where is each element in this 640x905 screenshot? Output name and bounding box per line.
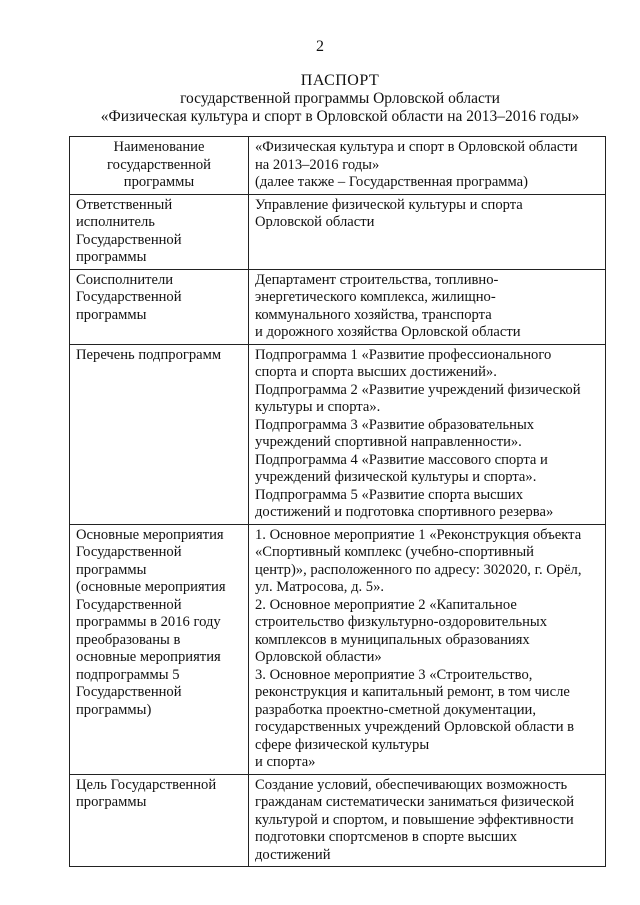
title-subtitle: государственной программы Орловской области — [180, 90, 500, 107]
row-value-line: культурой и спортом, и повышение эффективности — [255, 811, 574, 828]
row-value-cell — [249, 194, 606, 269]
row-label-line: программы — [123, 174, 195, 190]
table-row-program-goal — [70, 774, 606, 867]
row-value-line: сфере физической культуры — [255, 736, 430, 753]
row-value-line: 1. Основное мероприятие 1 «Реконструкция объекта — [255, 526, 582, 543]
row-label-line: Ответственный — [76, 196, 173, 213]
row-value-line: комплексов в муниципальных образованиях — [255, 631, 530, 648]
row-value-line: подготовки спортсменов в спорте высших — [255, 829, 518, 845]
row-value-line: Подпрограмма 1 «Развитие профессионального — [255, 346, 552, 363]
row-value-line: Орловской области» — [255, 649, 382, 665]
row-label-line: Государственной — [76, 231, 182, 248]
row-value-line: ул. Матросова, д. 5». — [255, 579, 385, 595]
row-label-cell — [70, 194, 249, 269]
row-value-line: 2. Основное мероприятие 2 «Капитальное — [255, 596, 517, 613]
row-value-line: Подпрограмма 5 «Развитие спорта высших — [255, 486, 524, 503]
row-value-line: и дорожного хозяйства Орловской области — [255, 324, 521, 340]
row-value-cell — [249, 344, 606, 524]
row-label-line: программы в 2016 году — [76, 614, 221, 630]
page-number: 2 — [316, 38, 324, 55]
row-label-line: Государственной — [76, 596, 182, 613]
row-label-line: Государственной — [76, 684, 182, 700]
row-label-line: Цель Государственной — [76, 776, 217, 793]
row-label-line: Соисполнители — [76, 271, 174, 288]
row-value-line: гражданам систематически заниматься физической — [255, 794, 575, 810]
row-value-line: коммунального хозяйства, транспорта — [255, 306, 492, 323]
title-main: ПАСПОРТ — [300, 72, 380, 89]
row-label-line: преобразованы в — [76, 631, 181, 648]
row-value-line: (далее также – Государственная программа) — [255, 174, 529, 190]
row-label-cell — [70, 269, 249, 344]
table-row-co-executors — [70, 269, 606, 344]
row-value-line: 3. Основное мероприятие 3 «Строительство, — [255, 666, 533, 683]
row-label-line: Перечень подпрограмм — [76, 346, 222, 363]
title-program-name: «Физическая культура и спорт в Орловской области на 2013–2016 годы» — [100, 108, 580, 125]
row-value-line: достижений — [255, 846, 331, 863]
row-label-line: Государственной — [76, 289, 182, 305]
row-value-line: Орловской области — [255, 214, 375, 230]
row-label-line: программы — [76, 306, 147, 323]
row-value-line: строительство физкультурно-оздоровительных — [255, 614, 548, 630]
document-title — [60, 72, 620, 126]
row-value-line: Управление физической культуры и спорта — [255, 196, 523, 213]
row-value-line: спорта и спорта высших достижений». — [255, 364, 497, 380]
passport-table-body — [70, 137, 606, 867]
row-value-line: культуры и спорта». — [255, 399, 381, 415]
row-value-cell — [249, 774, 606, 867]
row-value-line: центр)», расположенного по адресу: 302020, г. Орёл, — [255, 561, 582, 578]
row-label-line: исполнитель — [76, 214, 155, 230]
row-value-line: государственных учреждений Орловской области в — [255, 719, 575, 735]
row-value-line: Создание условий, обеспечивающих возможность — [255, 776, 568, 793]
row-label-line: основные мероприятия — [76, 649, 221, 665]
row-label-cell — [70, 137, 249, 195]
row-value-line: учреждений физической культуры и спорта». — [255, 469, 537, 485]
row-value-line: реконструкция и капитальный ремонт, в том числе — [255, 684, 570, 700]
row-label-line: программы) — [76, 701, 152, 718]
table-row-responsible-executor — [70, 194, 606, 269]
row-value-line: Подпрограмма 2 «Развитие учреждений физической — [255, 381, 581, 398]
table-row-main-activities — [70, 524, 606, 774]
row-value-line: «Физическая культура и спорт в Орловской области — [255, 139, 578, 155]
row-label-line: Государственной — [76, 544, 182, 560]
row-label-cell — [70, 524, 249, 774]
row-label-line: подпрограммы 5 — [76, 666, 180, 683]
row-label-line: Наименование — [113, 139, 205, 155]
row-value-line: разработка проектно-сметной документации, — [255, 701, 536, 718]
row-label-line: программы — [76, 249, 147, 265]
row-value-line: энергетического комплекса, жилищно- — [255, 289, 496, 305]
row-value-line: Подпрограмма 3 «Развитие образовательных — [255, 416, 535, 433]
row-value-cell — [249, 524, 606, 774]
row-value-line: «Спортивный комплекс (учебно-спортивный — [255, 544, 534, 560]
row-value-line: учреждений спортивной направленности». — [255, 434, 522, 450]
row-label-line: Основные мероприятия — [76, 526, 224, 543]
row-label-line: государственной — [106, 156, 211, 173]
row-label-line: (основные мероприятия — [76, 579, 226, 595]
row-label-line: программы — [76, 561, 147, 578]
row-label-cell — [70, 774, 249, 867]
row-label-line: программы — [76, 794, 147, 810]
row-value-line: достижений и подготовка спортивного резерва» — [255, 504, 554, 520]
row-value-line: и спорта» — [255, 754, 316, 770]
row-value-line: Подпрограмма 4 «Развитие массового спорта и — [255, 451, 548, 468]
table-row-program-name — [70, 137, 606, 195]
passport-table — [69, 136, 606, 867]
row-value-cell — [249, 269, 606, 344]
row-label-cell — [70, 344, 249, 524]
row-value-cell — [249, 137, 606, 195]
table-row-subprograms-list — [70, 344, 606, 524]
row-value-line: Департамент строительства, топливно- — [255, 271, 499, 288]
row-value-line: на 2013–2016 годы» — [255, 156, 380, 173]
